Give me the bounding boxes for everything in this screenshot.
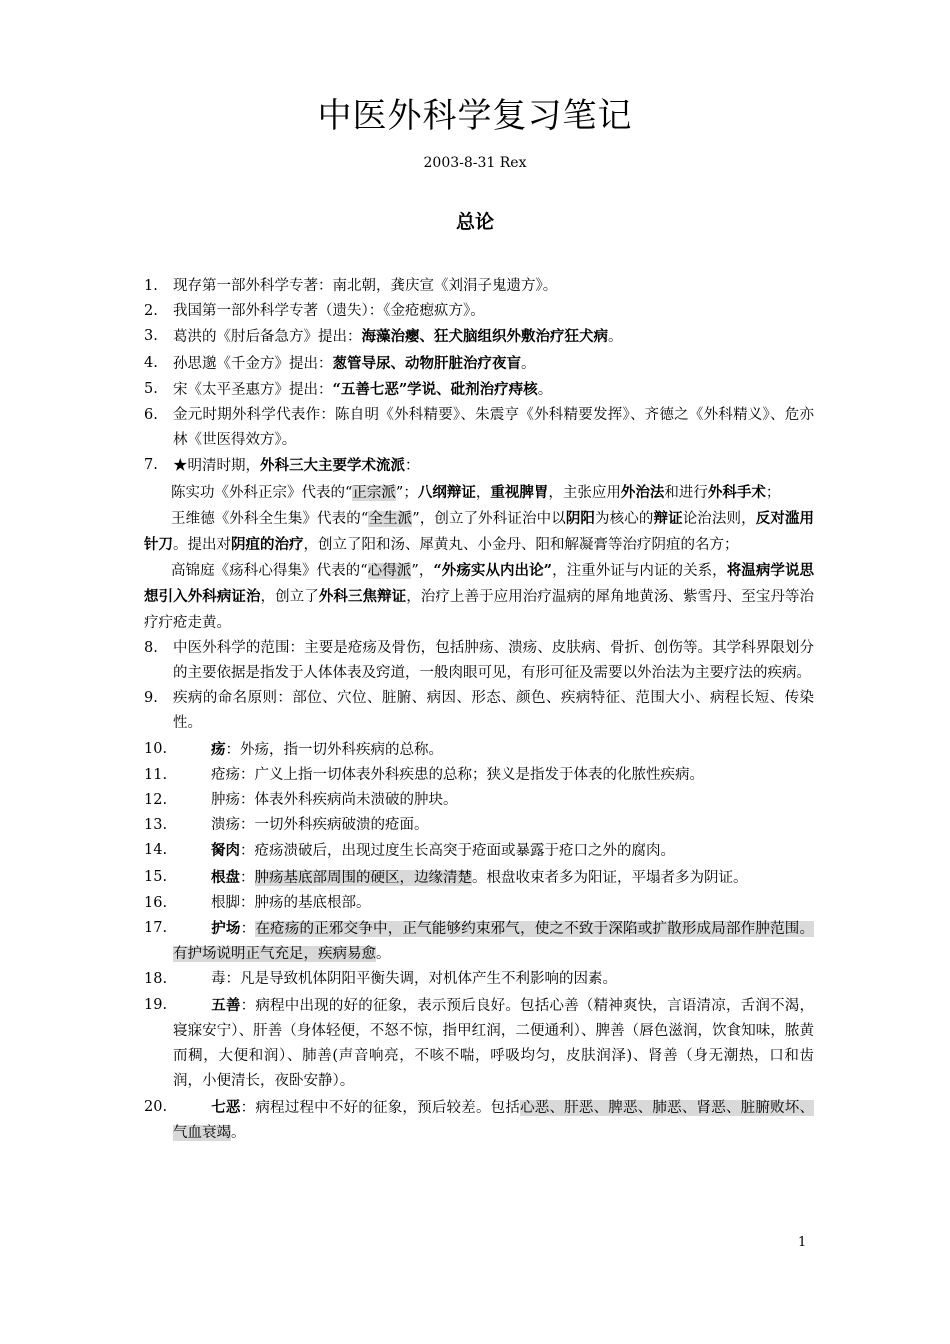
text: 为核心的 xyxy=(595,510,654,527)
item-number: 12. xyxy=(144,792,168,809)
list-item xyxy=(144,636,814,686)
bold-text: “外疡实从内出论” xyxy=(433,562,553,580)
item-text: 疾病的命名原则：部位、穴位、脏腑、病因、形态、颜色、疾病特征、范围大小、病程长短、传染性。 xyxy=(173,690,814,732)
bold-text: 阴阳 xyxy=(565,509,596,527)
text: ，治疗上善于应用治疗温病的犀角地黄汤、紫雪丹、至宝丹等治疗疔疮走黄。 xyxy=(144,589,815,631)
text: 。提出对 xyxy=(173,537,231,554)
term: 根脚 xyxy=(211,894,240,911)
term-bold: 根盘 xyxy=(211,868,240,886)
item-text: 中医外科学的范围：主要是疮疡及骨伤，包括肿疡、溃疡、皮肤病、骨折、创伤等。其学科界限划分的主要依据是指发于人体体表及窍道，一般肉眼可见，有形可征及需要以外治法为主要疗法的疾病。 xyxy=(173,639,814,682)
term: 肿疡 xyxy=(211,792,240,809)
item-number: 3. xyxy=(144,328,158,345)
term-bold: 七恶 xyxy=(211,1098,241,1116)
term-bold: 护场 xyxy=(211,920,241,938)
item-number: 11. xyxy=(144,766,168,783)
bold-text: 重视脾胃 xyxy=(490,483,549,501)
item-text: ：广义上指一切体表外科疾患的总称；狭义是指发于体表的化脓性疾病。 xyxy=(240,766,704,783)
list-item xyxy=(144,351,814,377)
item-number: 15. xyxy=(144,868,168,885)
highlight: 心恶、肝恶、脾恶、肺恶、肾恶、脏腑败坏、气血衰竭 xyxy=(173,1099,814,1141)
term-item xyxy=(144,737,814,763)
text: ，创立了阳和汤、犀黄丸、小金丹、阳和解凝膏等治疗阴疽的名方； xyxy=(303,537,739,554)
item-text: 孙思邈《千金方》提出： xyxy=(173,355,333,372)
text: ”； xyxy=(395,484,418,501)
item-text: 我国第一部外科学专著（遗失）：《金疮瘛疭方》。 xyxy=(173,303,485,320)
item-number: 17. xyxy=(144,920,168,937)
item-number: 2. xyxy=(144,303,158,320)
item-text: ： xyxy=(240,869,255,886)
date-author: 2003-8-31 Rex xyxy=(423,155,527,171)
item-text: 金元时期外科学代表作：陈自明《外科精要》、朱震亨《外科精要发挥》、齐德之《外科精义》、危亦林《世医得效方》。 xyxy=(173,407,814,449)
list-item xyxy=(144,453,814,479)
text: ，创立了 xyxy=(260,589,319,606)
text: 王维德《外科全生集》代表的“ xyxy=(171,510,369,527)
highlight: 全生派 xyxy=(368,510,413,527)
term-bold: 胬肉 xyxy=(211,842,240,860)
item-text: ★明清时期， xyxy=(173,458,260,475)
list-item xyxy=(144,324,814,350)
item-number: 7. xyxy=(144,457,158,474)
bold-text: 阴疽的治疗 xyxy=(231,536,304,554)
item-text: 。 xyxy=(537,381,553,398)
term-item xyxy=(144,967,814,992)
highlight: 肿疡基底部周围的硬区，边缘清楚 xyxy=(254,869,472,886)
highlight: 心得派 xyxy=(367,563,412,580)
item-text: ：凡是导致机体阴阳平衡失调，对机体产生不利影响的因素。 xyxy=(225,971,617,988)
item-text: 。 xyxy=(608,329,623,346)
bold-text: 八纲辩证 xyxy=(417,483,476,501)
page-number: 1 xyxy=(798,1235,807,1250)
item-number: 9. xyxy=(144,690,158,707)
term: 溃疡 xyxy=(211,817,240,834)
text: ； xyxy=(765,484,781,501)
item-text: ：体表外科疾病尚未溃破的肿块。 xyxy=(240,792,458,809)
item-text: ：外疡，指一切外科疾病的总称。 xyxy=(225,741,443,758)
term: 毒 xyxy=(211,971,226,988)
bold-text: 将温病学说思想引入外科病证治 xyxy=(144,562,815,606)
text: 和进行 xyxy=(664,484,708,501)
text: 高锦庭《疡科心得集》代表的“ xyxy=(171,563,368,580)
item-text: 。 xyxy=(231,1124,246,1141)
term-item xyxy=(144,891,814,916)
text: ”，创立了外科证治中以 xyxy=(412,510,566,527)
text: ，注重外证与内证的关系， xyxy=(552,563,727,580)
highlight: 正宗派 xyxy=(352,484,396,501)
term-bold: 五善 xyxy=(211,996,241,1014)
item-number: 19. xyxy=(144,996,168,1013)
item-text: 葛洪的《肘后备急方》提出： xyxy=(173,329,362,346)
item-text: ： xyxy=(240,921,256,938)
bold-text: 外科手术 xyxy=(707,483,766,501)
text: ”， xyxy=(411,563,434,580)
item-number: 10. xyxy=(144,740,168,757)
notes-list xyxy=(144,274,814,1146)
item-number: 14. xyxy=(144,842,168,859)
item-number: 6. xyxy=(144,407,158,424)
section-heading: 总论 xyxy=(455,211,494,233)
bold-text: 反对滥用针刀 xyxy=(144,509,815,554)
item-text: ：病程过程中不好的征象，预后较差。包括 xyxy=(240,1099,521,1116)
item-text: 宋《太平圣惠方》提出： xyxy=(173,381,333,398)
list-item xyxy=(144,377,814,403)
bold-text: 外治法 xyxy=(620,483,665,501)
term-item xyxy=(144,813,814,838)
item-text: ：疮疡溃破后，出现过度生长高突于疮面或暴露于疮口之外的腐肉。 xyxy=(240,843,675,860)
term-item xyxy=(144,916,814,967)
list-item xyxy=(144,299,814,324)
school-paragraph xyxy=(144,506,814,558)
term-item xyxy=(144,788,814,813)
item-number: 18. xyxy=(144,971,168,988)
item-bold: 葱管导尿、动物肝脏治疗夜盲 xyxy=(332,354,521,372)
item-text: 。 xyxy=(376,946,391,963)
item-text: ： xyxy=(405,458,420,475)
item-number: 5. xyxy=(144,380,158,397)
term: 疮疡 xyxy=(211,766,240,783)
list-item xyxy=(144,403,814,453)
term-item xyxy=(144,763,814,788)
highlight: 在疮疡的正邪交争中，正气能够约束邪气，使之不致于深陷或扩散形成局部作肿范围。有护场说明正气充足，疾病易愈 xyxy=(173,921,815,963)
term-item xyxy=(144,865,814,891)
item-number: 20. xyxy=(144,1098,168,1115)
item-number: 13. xyxy=(144,817,168,834)
text: 陈实功《外科正宗》代表的“ xyxy=(171,484,353,501)
bold-text: 外科三焦辩证 xyxy=(318,588,407,606)
item-text: ：肿疡的基底根部。 xyxy=(240,894,371,911)
text: ，主张应用 xyxy=(548,484,621,501)
item-text: ：病程中出现的好的征象，表示预后良好。包括心善（精神爽快，言语清凉，舌润不渴，寝寐安宁）、肝善（身体轻便，不怒不惊，指甲红润，二便通利）、脾善（唇色滋润，饮食知味，脓黄而稠，大便和润）、肺善(声音响亮，不咳不喘，呼吸均匀，皮肤润泽)、肾善（身无潮热，口和齿润，小便清长，夜卧安静）。 xyxy=(173,997,814,1090)
item-text: 。根盘收束者多为阳证，平塌者多为阴证。 xyxy=(472,869,748,886)
term-item xyxy=(144,1095,814,1146)
bold-text: 辩证 xyxy=(653,509,683,527)
term-item xyxy=(144,993,814,1095)
item-bold: “五善七恶”学说、砒剂治疗痔核 xyxy=(332,380,538,398)
item-bold: 外科三大主要学术流派 xyxy=(260,457,405,475)
item-number: 4. xyxy=(144,354,158,371)
term-bold: 疡 xyxy=(211,740,226,758)
item-number: 8. xyxy=(144,639,158,656)
term-item xyxy=(144,838,814,864)
item-number: 16. xyxy=(144,894,168,911)
page-title: 中医外科学复习笔记 xyxy=(317,96,633,136)
list-item xyxy=(144,686,814,736)
school-paragraph xyxy=(144,558,814,636)
item-text: 现存第一部外科学专著：南北朝，龚庆宣《刘涓子鬼遗方》。 xyxy=(173,278,558,294)
item-bold: 海藻治瘿、狂犬脑组织外敷治疗狂犬病 xyxy=(361,328,608,346)
text: ， xyxy=(475,484,491,501)
item-number: 1. xyxy=(144,278,158,294)
list-item xyxy=(144,274,814,299)
school-paragraph xyxy=(144,480,814,506)
item-text: ：一切外科疾病破溃的疮面。 xyxy=(240,817,429,834)
text: 论治法则， xyxy=(682,510,756,527)
item-text: 。 xyxy=(521,355,536,372)
